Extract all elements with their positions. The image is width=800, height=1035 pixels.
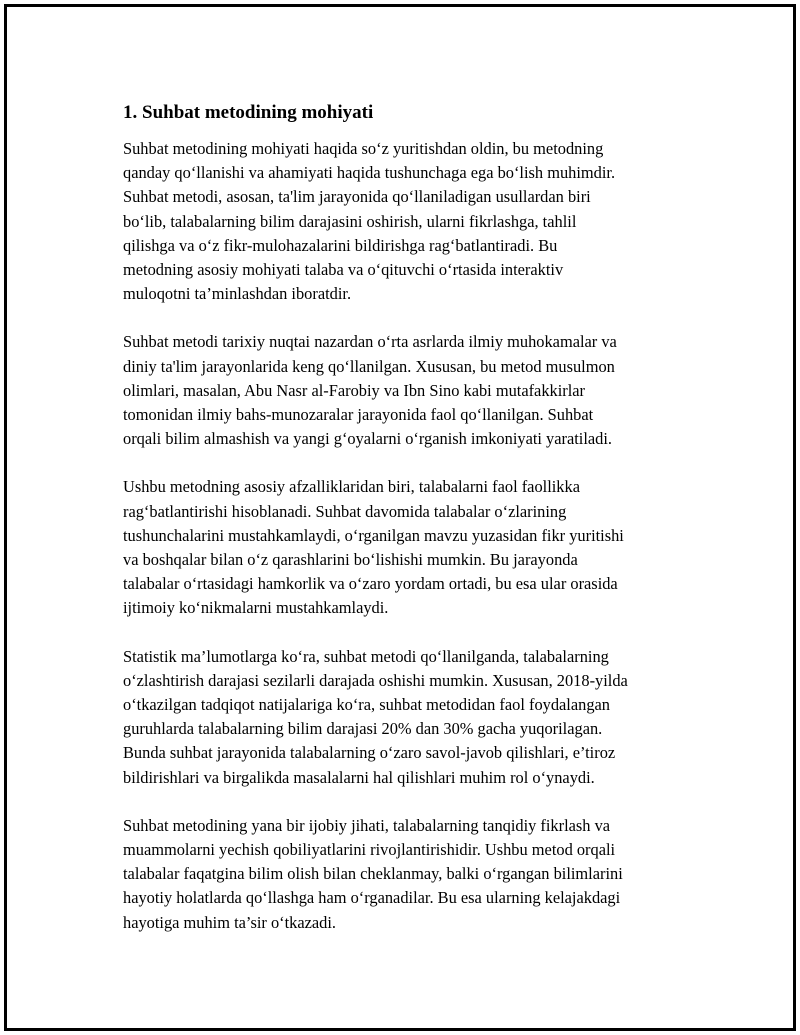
- document-body: [121, 101, 693, 959]
- paragraph-1: Suhbat metodining mohiyati haqida so‘z yuritishdan oldin, bu metodning qanday qo‘llanishi va ahamiyati haqida tushunchaga ega bo‘lish muhimdir. Suhbat metodi, asosan, ta'lim jarayonida qo‘llaniladigan usullardan biri bo‘lib, talabalarning bilim darajasini oshirish, ularni fikrlashga, tahlil qilishga va o‘z fikr-mulohazalarini bildirishga rag‘batlantiradi. Bu metodning asosiy mohiyati talaba va o‘qituvchi o‘rtasida interaktiv muloqotni ta’minlashdan iboratdir.: [123, 139, 616, 304]
- section-heading: 1. Suhbat metodining mohiyati: [123, 102, 374, 123]
- page-border: [4, 4, 796, 1031]
- paragraph-4: Statistik ma’lumotlarga ko‘ra, suhbat metodi qo‘llanilganda, talabalarning o‘zlashtirish darajasi sezilarli darajada oshishi mumkin. Xususan, 2018-yilda o‘tkazilgan tadqiqot natijalariga ko‘ra, suhbat metodidan faol foydalangan guruhlarda talabalarning bilim darajasi 20% dan 30% gacha yuqorilagan. Bunda suhbat jarayonida talabalarning o‘zaro savol-javob qilishlari, e’tiroz bildirishlari va birgalikda masalalarni hal qilishlari muhim rol o‘ynaydi.: [123, 646, 628, 787]
- paragraph-3: Ushbu metodning asosiy afzalliklaridan biri, talabalarni faol faollikka rag‘batlantirishi hisoblanadi. Suhbat davomida talabalar o‘zlarining tushunchalarini mustahkamlaydi, o‘rganilgan mavzu yuzasidan fikr yuritishi va boshqalar bilan o‘z qarashlarini bo‘lishishi mumkin. Bu jarayonda talabalar o‘rtasidagi hamkorlik va o‘zaro yordam ortadi, bu esa ular orasida ijtimoiy ko‘nikmalarni mustahkamlaydi.: [123, 477, 624, 618]
- paragraph-2: Suhbat metodi tarixiy nuqtai nazardan o‘rta asrlarda ilmiy muhokamalar va diniy ta'lim jarayonlarida keng qo‘llanilgan. Xususan, bu metod musulmon olimlari, masalan, Abu Nasr al-Farobiy va Ibn Sino kabi mutafakkirlar tomonidan ilmiy bahs-munozaralar jarayonida faol qo‘llanilgan. Suhbat orqali bilim almashish va yangi g‘oyalarni o‘rganish imkoniyati yaratiladi.: [123, 332, 617, 449]
- paragraph-5: Suhbat metodining yana bir ijobiy jihati, talabalarning tanqidiy fikrlash va muammolarni yechish qobiliyatlarini rivojlantirishidir. Ushbu metod orqali talabalar faqatgina bilim olish bilan cheklanmay, balki o‘rgangan bilimlarini hayotiy holatlarda qo‘llashga ham o‘rganadilar. Bu esa ularning kelajakdagi hayotiga muhim ta’sir o‘tkazadi.: [123, 815, 623, 932]
